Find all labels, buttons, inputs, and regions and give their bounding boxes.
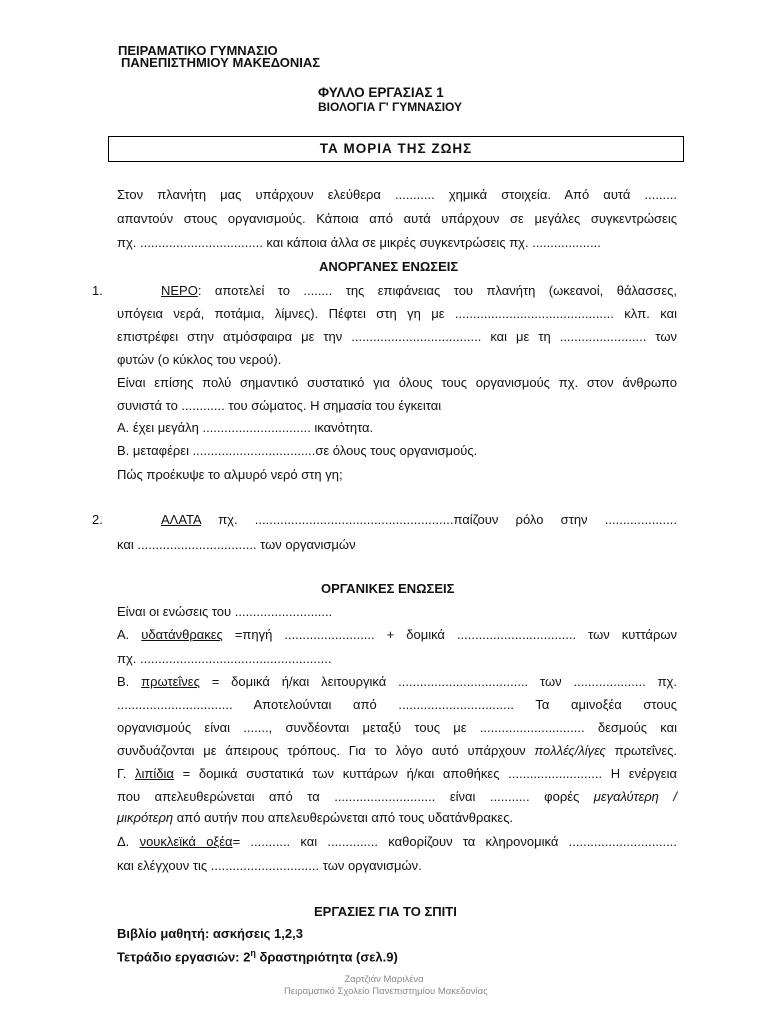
nucleic-line-2: και ελέγχουν τις .............................. των οργανισμών.	[117, 858, 422, 873]
notebook-end: δραστηριότητα (σελ.9)	[255, 949, 398, 965]
homework-notebook	[117, 948, 398, 964]
proteins-line-2: ................................ Αποτελούνται από ................................ Τα αμινοξέα στους	[117, 697, 677, 712]
proteins-line-3: οργανισμούς είναι ......., συνδέονται μεταξύ τους με ............................. δεσμούς και	[117, 720, 677, 735]
homework-heading: ΕΡΓΑΣΙΕΣ ΓΙΑ ΤΟ ΣΠΙΤΙ	[314, 904, 457, 919]
proteins-prefix: Β.	[117, 674, 142, 689]
lipids-prefix: Γ.	[117, 766, 136, 781]
item-2-number: 2.	[92, 512, 103, 527]
item-1-number: 1.	[92, 283, 103, 298]
proteins-line-1	[117, 674, 677, 690]
water-line-3: επιστρέφει στην ατμόσφαιρα με την .................................... και με τη ........................ των	[117, 329, 677, 344]
organic-intro: Είναι οι ενώσεις του ...........................	[117, 604, 333, 619]
water-line-2: υπόγεια νερά, ποτάμια, λίμνες). Πέφτει στη γη με ............................................ κλπ. και	[117, 306, 677, 321]
proteins-line-4-end: πρωτεΐνες.	[605, 743, 677, 758]
lipids-rest: = δομικά συστατικά των κυττάρων ή/και αποθήκες .......................... Η ενέργεια	[173, 766, 677, 781]
carbs-term: υδατάνθρακες	[141, 627, 223, 642]
water-point-a: Α. έχει μεγάλη .............................. ικανότητα.	[117, 420, 374, 435]
footer-author: Ζαρτζιάν Μαριλένα	[344, 974, 424, 985]
lipids-line-2	[117, 789, 677, 805]
footer-school: Πειραματικό Σχολείο Πανεπιστημίου Μακεδονίας	[284, 986, 488, 997]
school-name-line2: ΠΑΝΕΠΙΣΤΗΜΙΟΥ ΜΑΚΕΔΟΝΙΑΣ	[121, 55, 321, 70]
school-name-line1: ΠΕΙΡΑΜΑΤΙΚΟ ΓΥΜΝΑΣΙΟ	[118, 43, 278, 58]
inorganic-heading: ΑΝΟΡΓΑΝΕΣ ΕΝΩΣΕΙΣ	[319, 259, 459, 274]
water-point-b: Β. μεταφέρει ..................................σε όλους τους οργανισμούς.	[117, 443, 478, 458]
nucleic-rest: = ........... και .............. καθορίζουν τα κληρονομικά ..............................	[232, 834, 677, 849]
proteins-line-4	[117, 743, 677, 759]
proteins-term: πρωτεΐνες	[141, 674, 200, 689]
water-question: Πώς προέκυψε το αλμυρό νερό στη γη;	[117, 467, 343, 482]
nucleic-prefix: Δ.	[117, 834, 140, 849]
lipids-smaller: μικρότερη	[117, 810, 174, 825]
carbs-line-1	[117, 627, 677, 643]
carbs-rest: =πηγή ......................... + δομικά ................................. των κυττάρων	[222, 627, 677, 642]
proteins-rest: = δομικά ή/και λειτουργικά .................................... των .................... πχ.	[199, 674, 677, 689]
homework-book: Βιβλίο μαθητή: ασκήσεις 1,2,3	[117, 926, 303, 941]
lipids-line-3-end: από αυτήν που απελευθερώνεται από τους υδατάνθρακες.	[173, 810, 514, 825]
nucleic-term: νουκλεϊκά οξέα	[139, 834, 233, 849]
intro-line-2: απαντούν στους οργανισμούς. Κάποια από αυτά υπάρχουν σε μεγάλες συγκεντρώσεις	[117, 211, 677, 226]
carbs-prefix: Α.	[117, 627, 142, 642]
water-term: ΝΕΡΟ	[161, 283, 198, 298]
title-box	[108, 136, 684, 162]
lipids-line-3	[117, 810, 513, 825]
intro-line-1: Στον πλανήτη μας υπάρχουν ελεύθερα ........... χημικά στοιχεία. Από αυτά .........	[117, 187, 677, 202]
subject-title: ΒΙΟΛΟΓΙΑ Γ' ΓΥΜΝΑΣΙΟΥ	[318, 100, 463, 114]
notebook-start: Τετράδιο εργασιών: 2	[117, 949, 251, 965]
salts-line-2: και ................................. των οργανισμών	[117, 537, 356, 552]
salts-line-1	[161, 512, 677, 528]
water-line-4: φυτών (ο κύκλος του νερού).	[117, 352, 282, 367]
water-line-1-text: : αποτελεί το ........ της επιφάνειας του πλανήτη (ωκεανοί, θάλασσες,	[197, 283, 677, 298]
salts-line-1-text: πχ. .......................................................παίζουν ρόλο στην ....................	[201, 512, 677, 527]
lipids-greater: μεγαλύτερη /	[593, 789, 678, 804]
carbs-line-2: πχ. .....................................................	[117, 651, 332, 666]
water-line-1	[161, 283, 677, 299]
lipids-line-2-start: που απελευθερώνεται από τα ............................ είναι ........... φορές	[117, 789, 594, 804]
sheet-title: ΦΥΛΛΟ ΕΡΓΑΣΙΑΣ 1	[318, 85, 444, 100]
main-title: ΤΑ ΜΟΡΙΑ ΤΗΣ ΖΩΗΣ	[319, 141, 473, 156]
proteins-many-few: πολλές/λίγες	[534, 743, 606, 758]
lipids-line-1	[117, 766, 677, 782]
notebook-sup: η	[250, 948, 256, 958]
water-line-5: Είναι επίσης πολύ σημαντικό συστατικό για όλους τους οργανισμούς πχ. στον άνθρωπο	[117, 375, 677, 390]
lipids-term: λιπίδια	[135, 766, 174, 781]
salts-term: ΑΛΑΤΑ	[161, 512, 201, 527]
water-line-6: συνιστά το ............ του σώματος. Η σημασία του έγκειται	[117, 398, 442, 413]
proteins-line-4-start: συνδυάζονται με άπειρους τρόπους. Για το λόγο αυτό υπάρχουν	[117, 743, 535, 758]
organic-heading: ΟΡΓΑΝΙΚΕΣ ΕΝΩΣΕΙΣ	[321, 581, 455, 596]
nucleic-line-1	[117, 834, 677, 850]
intro-line-3: πχ. .................................. και κάποια άλλα σε μικρές συγκεντρώσεις πχ. ...................	[117, 235, 601, 250]
